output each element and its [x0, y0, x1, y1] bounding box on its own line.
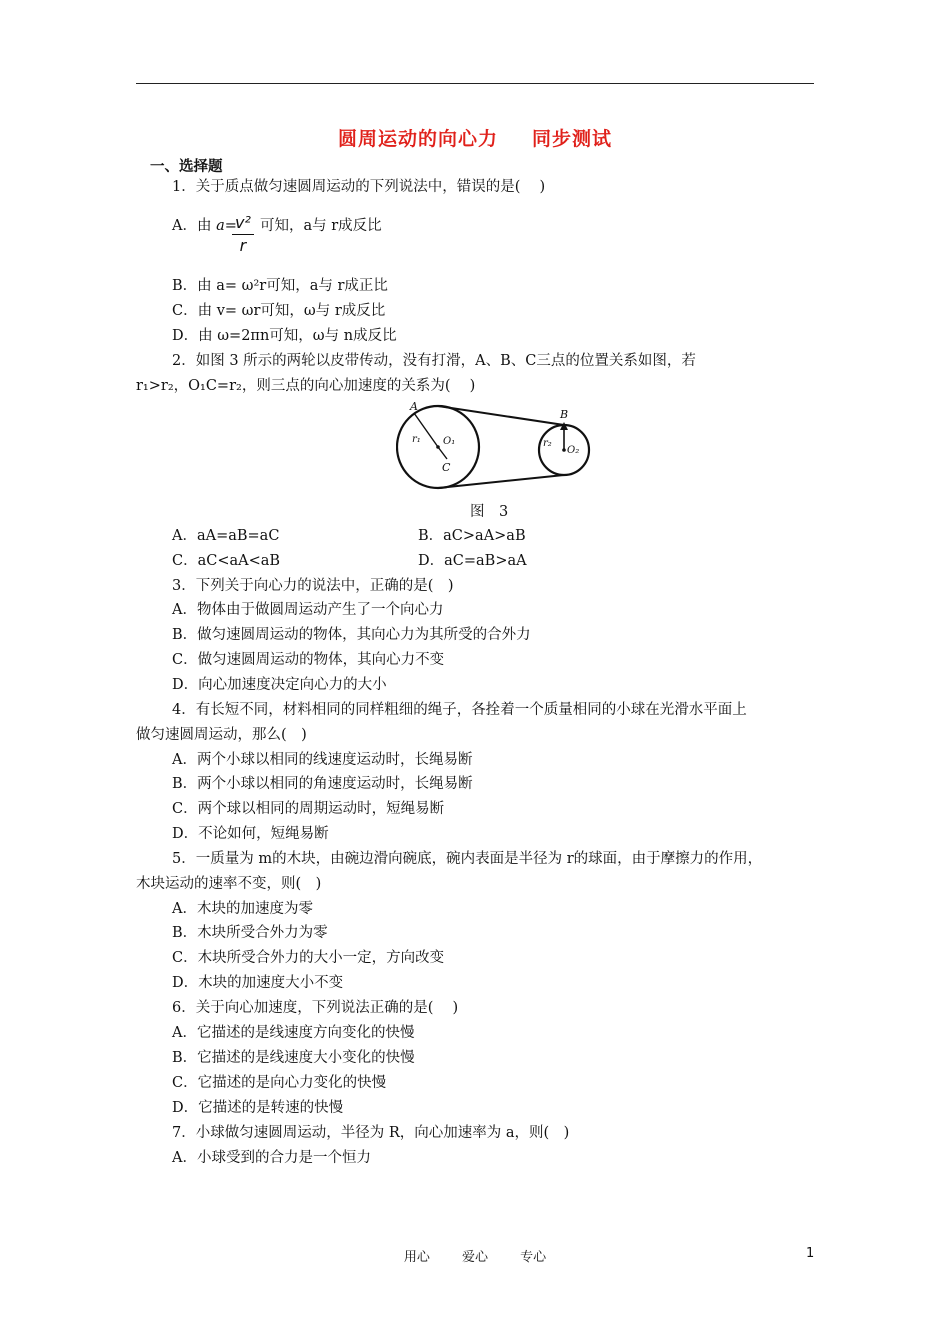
q4-option-b: B．两个小球以相同的角速度运动时，长绳易断	[172, 776, 473, 792]
q7-stem: 7．小球做匀速圆周运动，半径为 R，向心加速率为 a，则( )	[172, 1125, 570, 1141]
page-number: 1	[806, 1246, 815, 1261]
radius-o1c	[438, 447, 447, 459]
footer-word-1: 用心	[403, 1250, 430, 1265]
q4-option-c: C．两个球以相同的周期运动时，短绳易断	[172, 801, 445, 817]
q3-stem: 3．下列关于向心力的说法中，正确的是( )	[172, 578, 454, 594]
q1-a-denominator: r	[239, 236, 247, 255]
q5-stem-line2: 木块运动的速率不变，则( )	[136, 876, 322, 892]
center-o1	[436, 445, 440, 449]
q1-option-a	[172, 216, 237, 236]
belt-bottom	[438, 475, 564, 488]
q4-stem-line2: 做匀速圆周运动，那么( )	[136, 727, 307, 743]
title-part2: 同步测试	[532, 128, 613, 150]
footer-word-3: 专心	[520, 1250, 547, 1265]
q6-option-b: B．它描述的是线速度大小变化的快慢	[172, 1050, 415, 1066]
label-a: A	[410, 400, 418, 413]
q4-option-a: A．两个小球以相同的线速度运动时，长绳易断	[172, 752, 473, 768]
q2-option-c: C．aC<aA<aB	[172, 553, 281, 569]
q5-option-c: C．木块所受合外力的大小一定，方向改变	[172, 950, 445, 966]
q2-stem-line2: r₁>r₂，O₁C=r₂，则三点的向心加速度的关系为( )	[136, 378, 476, 394]
section-heading: 一、选择题	[150, 158, 223, 175]
q4-option-d: D．不论如何，短绳易断	[172, 826, 329, 842]
q1-option-c: C．由 v= ωr可知，ω与 r成反比	[172, 303, 386, 319]
q5-stem-line1: 5．一质量为 m的木块，由碗边滑向碗底，碗内表面是半径为 r的球面，由于摩擦力的作用，	[172, 851, 763, 867]
label-b: B	[560, 408, 569, 421]
q5-option-a: A．木块的加速度为零	[172, 901, 313, 917]
belt-pulley-figure	[396, 400, 596, 496]
q3-option-c: C．做匀速圆周运动的物体，其向心力不变	[172, 652, 445, 668]
q5-option-d: D．木块的加速度大小不变	[172, 975, 344, 991]
q3-option-b: B．做匀速圆周运动的物体，其向心力为其所受的合外力	[172, 627, 531, 643]
q6-option-c: C．它描述的是向心力变化的快慢	[172, 1075, 387, 1091]
label-c: C	[442, 461, 451, 474]
q1-a-prefix: A．由	[172, 218, 212, 234]
title-part1: 圆周运动的向心力	[337, 128, 498, 150]
page-title	[0, 124, 950, 151]
q6-option-a: A．它描述的是线速度方向变化的快慢	[172, 1025, 415, 1041]
q6-option-d: D．它描述的是转速的快慢	[172, 1100, 344, 1116]
q7-option-a: A．小球受到的合力是一个恒力	[172, 1150, 371, 1166]
q3-option-d: D．向心加速度决定向心力的大小	[172, 677, 387, 693]
q1-stem: 1．关于质点做匀速圆周运动的下列说法中，错误的是( )	[172, 179, 546, 195]
q3-option-a: A．物体由于做圆周运动产生了一个向心力	[172, 602, 444, 618]
label-r2: r₂	[543, 438, 552, 449]
label-r1: r₁	[412, 434, 421, 445]
q4-stem-line1: 4．有长短不同，材料相同的同样粗细的绳子，各拴着一个质量相同的小球在光滑水平面上	[172, 702, 747, 718]
q1-a-fraction	[232, 212, 254, 257]
figure-caption: 图 3	[470, 504, 509, 520]
q2-option-a: A．aA=aB=aC	[172, 528, 280, 544]
q1-a-numerator: v²	[232, 212, 254, 235]
q2-option-b: B．aC>aA>aB	[418, 528, 526, 544]
q1-option-b: B．由 a= ω²r可知，a与 r成正比	[172, 278, 388, 294]
label-o2: O₂	[567, 445, 580, 456]
q6-stem: 6．关于向心加速度，下列说法正确的是( )	[172, 1000, 459, 1016]
belt-top	[438, 406, 564, 425]
q1-option-d: D．由 ω=2πn可知，ω与 n成反比	[172, 328, 397, 344]
header-rule	[136, 83, 814, 84]
q2-option-d: D．aC=aB>aA	[418, 553, 527, 569]
footer-word-2: 爱心	[461, 1250, 488, 1265]
q2-stem-line1: 2．如图 3 所示的两轮以皮带传动，没有打滑，A、B、C三点的位置关系如图，若	[172, 353, 696, 369]
label-o1: O₁	[443, 436, 456, 447]
q1-a-suffix: 可知，a与 r成反比	[260, 218, 382, 234]
q5-option-b: B．木块所受合外力为零	[172, 925, 328, 941]
center-o2	[562, 448, 566, 452]
q1-a-formula: a=	[216, 218, 237, 234]
